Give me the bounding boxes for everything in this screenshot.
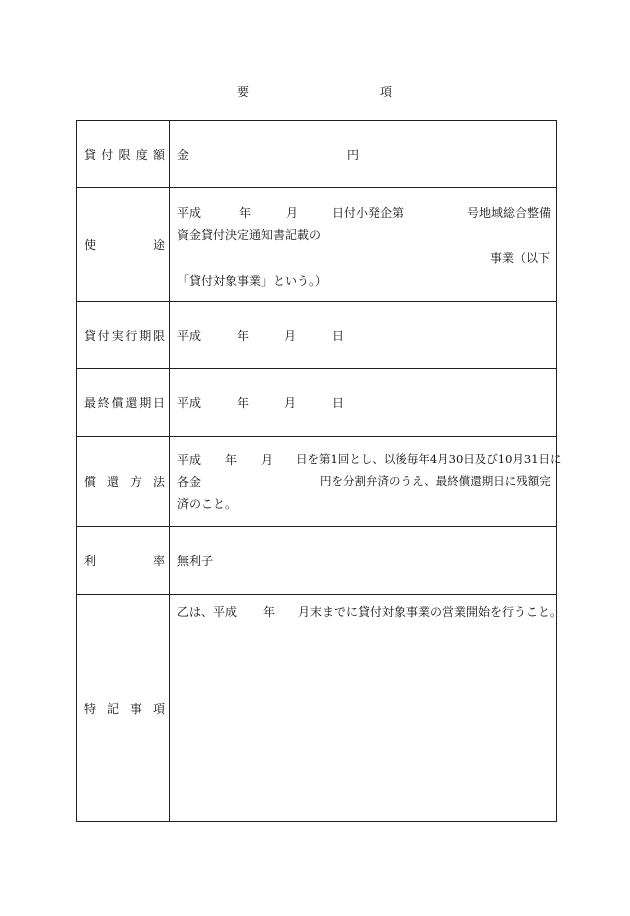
label-char: 特 — [84, 701, 97, 716]
label-char: 行 — [125, 328, 138, 343]
label-char: 実 — [111, 328, 124, 343]
year-text: 年 — [239, 206, 252, 220]
kin-text: 金 — [177, 148, 190, 162]
label-char: 項 — [152, 701, 165, 716]
label-execution-deadline — [77, 302, 170, 369]
installment-text: 円を分割弁済のうえ、最終償還期日に残額完 — [320, 474, 551, 488]
label-repayment-method — [77, 437, 170, 527]
project-text: 事業（以下 — [489, 251, 550, 265]
heisei-text: 平成 — [177, 396, 202, 410]
value-loan-limit — [170, 121, 557, 188]
title-char-2: 項 — [380, 85, 393, 99]
notice-text-2: 号地域総合整備 — [467, 206, 552, 220]
label-char: 貸 — [84, 328, 97, 343]
label-char: 貸 — [84, 147, 97, 162]
notice-line-2: 資金貸付決定通知書記載の — [177, 228, 322, 242]
label-char: 付 — [101, 147, 114, 162]
label-char: 度 — [135, 147, 148, 162]
year-text: 年 — [225, 453, 238, 467]
title-char-1: 要 — [237, 85, 250, 99]
value-interest-rate — [170, 527, 557, 595]
year-text: 年 — [263, 605, 276, 619]
label-purpose — [77, 188, 170, 302]
page-title — [0, 83, 630, 101]
value-repayment-method — [170, 437, 562, 527]
label-char: 事 — [129, 701, 142, 716]
month-text: 月 — [286, 206, 299, 220]
label-special-notes — [77, 595, 170, 822]
label-char: 終 — [97, 396, 110, 410]
label-char: 最 — [84, 396, 97, 410]
label-char: 還 — [106, 475, 119, 489]
label-char: 率 — [152, 554, 165, 568]
value-purpose — [170, 188, 557, 302]
row-repayment-method — [77, 437, 557, 527]
label-loan-limit — [77, 121, 170, 188]
yen-text: 円 — [347, 148, 360, 162]
rate-text: 無利子 — [177, 554, 214, 568]
row-purpose — [77, 188, 557, 302]
label-char: 限 — [118, 147, 131, 162]
value-final-repayment-date — [170, 369, 557, 437]
notice-text: 日付小発企第 — [332, 206, 405, 220]
note-text-b: 月末までに貸付対象事業の営業開始を行うこと。 — [298, 605, 563, 619]
label-char: 付 — [97, 328, 110, 343]
label-char: 記 — [106, 701, 119, 716]
each-amount-text: 各金 — [177, 475, 202, 489]
day-text: 日 — [332, 329, 345, 343]
label-char: 法 — [152, 475, 165, 489]
row-special-notes — [77, 595, 557, 822]
label-char: 日 — [152, 396, 165, 410]
label-char: 期 — [139, 396, 152, 410]
label-char: 還 — [125, 396, 138, 410]
label-char: 使 — [84, 238, 97, 252]
label-char: 利 — [84, 554, 97, 568]
label-char: 額 — [152, 147, 165, 162]
heisei-text: 平成 — [177, 453, 202, 467]
label-interest-rate — [77, 527, 170, 595]
value-execution-deadline — [170, 302, 557, 369]
heisei-text: 平成 — [177, 329, 202, 343]
note-text-a: 乙は、平成 — [177, 605, 238, 619]
row-loan-limit — [77, 121, 557, 188]
year-text: 年 — [237, 396, 250, 410]
label-char: 途 — [152, 238, 165, 252]
label-char: 償 — [111, 396, 124, 410]
label-final-repayment-date — [77, 369, 170, 437]
loan-terms-table — [76, 120, 563, 822]
row-final-repayment-date — [77, 369, 557, 437]
month-text: 月 — [284, 396, 297, 410]
label-char: 償 — [84, 475, 97, 489]
month-text: 月 — [261, 453, 274, 467]
schedule-text: 日を第1回とし、以後毎年4月30日及び10月31日に — [296, 452, 562, 466]
target-project-text: 「貸付対象事業」という。） — [177, 274, 328, 288]
year-text: 年 — [237, 329, 250, 343]
label-char: 限 — [152, 328, 165, 343]
row-execution-deadline — [77, 302, 557, 369]
label-char: 方 — [129, 475, 142, 489]
heisei-text: 平成 — [177, 206, 202, 220]
row-interest-rate — [77, 527, 557, 595]
value-special-notes — [170, 595, 563, 822]
day-text: 日 — [332, 396, 345, 410]
label-char: 期 — [139, 328, 152, 343]
month-text: 月 — [284, 329, 297, 343]
completion-text: 済のこと。 — [177, 497, 238, 511]
